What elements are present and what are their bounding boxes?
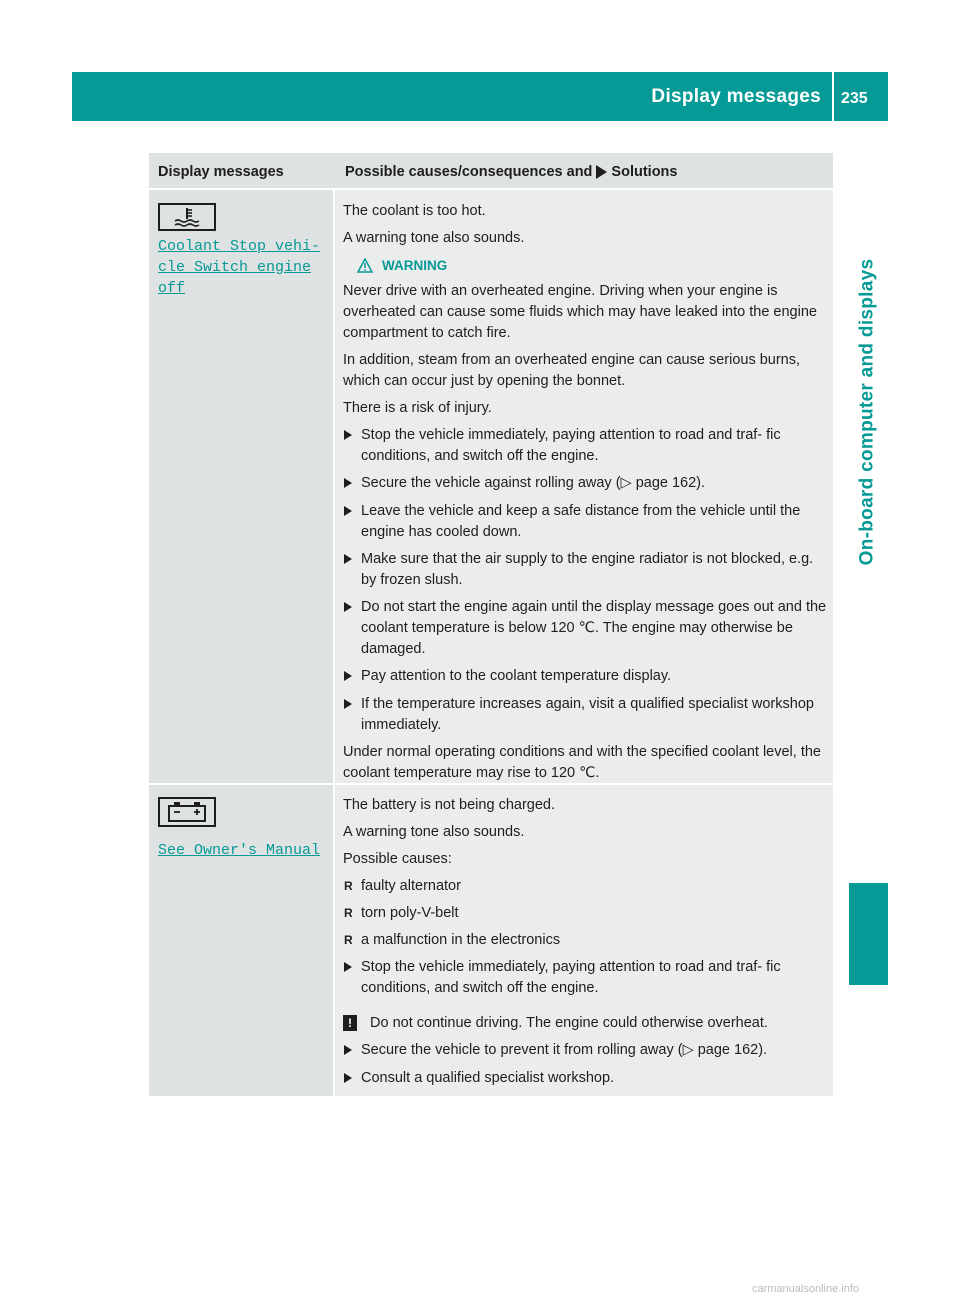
paragraph: In addition, steam from an overheated engine can cause serious burns, which can occur just by opening the bonnet. [343, 352, 801, 389]
bullet-mark: R [344, 906, 353, 920]
paragraph: A warning tone also sounds. [343, 230, 525, 246]
paragraph: Never drive with an overheated engine. Driving when your engine is overheated can cause some fluids which may have leaked into the engine compartment to catch fire. [343, 283, 817, 341]
step-text: Consult a qualified specialist workshop. [361, 1070, 615, 1086]
step-arrow-icon [344, 699, 352, 709]
step-text: Secure the vehicle to prevent it from rolling away (▷ page 162). [361, 1042, 768, 1058]
instruction-step [343, 597, 827, 660]
step-text: Pay attention to the coolant temperature display. [361, 668, 672, 684]
display-message-line: See Owner's Manual [158, 842, 321, 859]
paragraph: The coolant is too hot. [343, 203, 486, 219]
display-message-cell [149, 190, 335, 783]
coolant-temperature-icon [158, 203, 216, 231]
bullet-mark: R [344, 879, 353, 893]
step-arrow-icon [344, 478, 352, 488]
paragraph: There is a risk of injury. [343, 400, 492, 416]
table-row [149, 190, 833, 785]
list-item [343, 930, 827, 951]
notice-text: Do not continue driving. The engine could otherwise overheat. [370, 1015, 768, 1031]
step-arrow-icon [344, 554, 352, 564]
step-arrow-icon [344, 602, 352, 612]
display-message-line: off [158, 280, 186, 297]
notice-exclamation-icon: ! [343, 1015, 357, 1031]
step-text: Stop the vehicle immediately, paying attention to road and traf- fic conditions, and switch off the engine. [361, 427, 781, 464]
step-arrow-icon [344, 430, 352, 440]
step-text: Stop the vehicle immediately, paying attention to road and traf- fic conditions, and switch off the engine. [361, 959, 781, 996]
causes-solutions-cell [335, 785, 833, 1096]
list-item-text: faulty alternator [361, 878, 461, 894]
list-item-text: a malfunction in the electronics [361, 932, 561, 948]
causes-solutions-cell [335, 190, 833, 783]
instruction-step [343, 666, 827, 688]
step-text: Leave the vehicle and keep a safe distance from the vehicle until the engine has cooled down. [361, 503, 801, 540]
step-text: Make sure that the air supply to the engine radiator is not blocked, e.g. by frozen slush. [361, 551, 814, 588]
list-item [343, 876, 827, 897]
header-separator [832, 72, 834, 121]
step-text: Do not start the engine again until the display message goes out and the coolant temperature is below 120 ℃. The engine may otherwise be damaged. [361, 599, 827, 657]
instruction-step [343, 694, 827, 736]
instruction-step [343, 473, 827, 495]
watermark: carmanualsonline.info [752, 1283, 860, 1295]
step-text: If the temperature increases again, visit a qualified specialist workshop immediately. [361, 696, 814, 733]
warning-heading [357, 255, 827, 276]
display-messages-table [149, 153, 833, 1098]
list-item-text: torn poly-V-belt [361, 905, 459, 921]
step-arrow-icon [344, 506, 352, 516]
paragraph: Under normal operating conditions and with the specified coolant level, the coolant temperature may rise to 120 ℃. [343, 744, 821, 781]
step-text: Secure the vehicle against rolling away (▷ page 162). [361, 475, 706, 491]
instruction-step [343, 425, 827, 467]
display-message-line: cle Switch engine [158, 259, 312, 276]
instruction-step [343, 549, 827, 591]
table-row [149, 785, 833, 1098]
column-header-solutions-text: Solutions [611, 164, 678, 180]
paragraph: Possible causes: [343, 851, 452, 867]
display-message-line: Coolant Stop vehi‐ [158, 238, 321, 255]
bullet-mark: R [344, 933, 353, 947]
step-arrow-icon [344, 1073, 352, 1083]
side-tab-marker [849, 883, 888, 985]
page-header [72, 72, 888, 121]
step-arrow-icon [344, 671, 352, 681]
instruction-step [343, 957, 827, 999]
display-message-cell [149, 785, 335, 1096]
column-header-causes [335, 153, 833, 188]
action-arrow-icon [596, 165, 607, 179]
side-section-title [847, 160, 887, 664]
warning-label: WARNING [382, 258, 448, 273]
battery-icon [158, 797, 216, 827]
page-number: 235 [841, 90, 868, 107]
step-arrow-icon [344, 962, 352, 972]
step-arrow-icon [344, 1045, 352, 1055]
paragraph: The battery is not being charged. [343, 797, 555, 813]
warning-triangle-icon [357, 258, 373, 273]
notice [343, 1013, 827, 1034]
header-title: Display messages [651, 86, 821, 107]
column-header-display-messages: Display messages [158, 164, 284, 180]
instruction-step [343, 1040, 827, 1062]
instruction-step [343, 1068, 827, 1090]
paragraph: A warning tone also sounds. [343, 824, 525, 840]
side-section-title-text: On-board computer and displays [856, 258, 877, 566]
table-header [149, 153, 833, 190]
instruction-step [343, 501, 827, 543]
column-header-causes-text: Possible causes/consequences and [345, 164, 593, 180]
list-item [343, 903, 827, 924]
